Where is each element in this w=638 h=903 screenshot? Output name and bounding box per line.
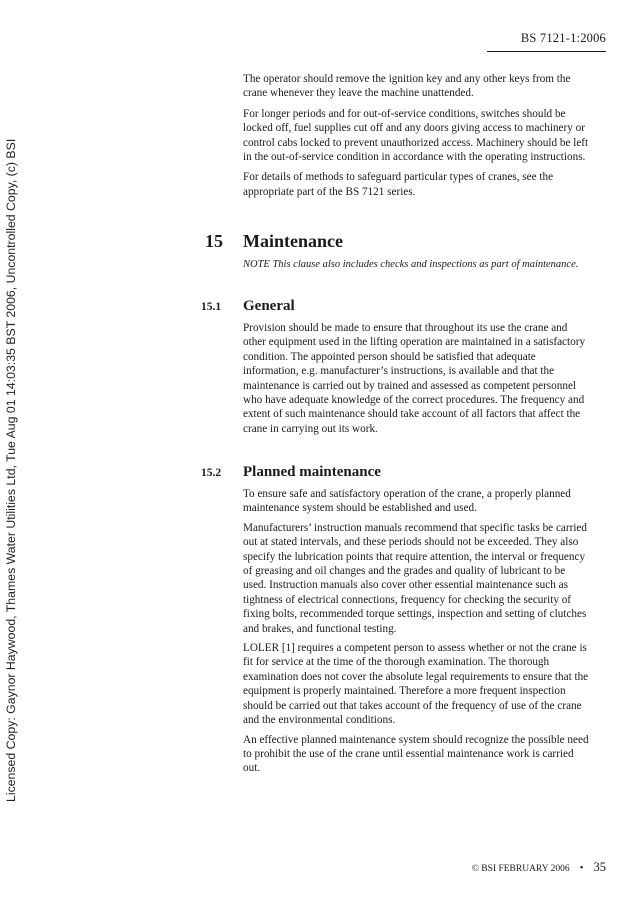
license-watermark: Licensed Copy: Gaynor Haywood, Thames Water Utilities Ltd, Tue Aug 01 14:03:35 BST 2006, Uncontrolled Copy, (c) BSI [4,138,18,802]
page-footer [472,860,606,875]
intro-paragraph-1: The operator should remove the ignition key and any other keys from the crane whenever they leave the machine unattended. [243,73,571,100]
general-paragraph-1: Provision should be made to ensure that throughout its use the crane and other equipment used in the lifting operation are maintained in a satisfactory condition. The appointed person should be satisfied that adequate information, e.g. manufacturer’s instructions, is available and that the maintenance is carried out by trained and assessed as competent personnel who have adequate knowledge of the correct procedures. The frequency and extent of such maintenance should take account of all factors that affect the crane in carrying out its work. [243,322,586,435]
subclause-title-planned: Planned maintenance [243,464,381,480]
clause-note: NOTE This clause also includes checks and inspections as part of maintenance. [243,259,579,270]
subclause-number-planned: 15.2 [201,467,222,479]
subclause-title-general: General [243,298,295,314]
footer-separator: • [579,862,584,874]
clause-title: Maintenance [243,231,343,251]
standard-reference: BS 7121-1:2006 [520,31,606,45]
general-block [243,321,591,436]
header-rule [487,51,606,52]
subclause-number-general: 15.1 [201,301,222,313]
intro-paragraph-3: For details of methods to safeguard particular types of cranes, see the appropriate part of the BS 7121 series. [243,171,554,198]
planned-block [243,487,591,776]
clause-number: 15 [205,231,223,251]
footer-copyright: © BSI FEBRUARY 2006 [471,864,570,874]
page-number: 35 [593,860,606,874]
planned-paragraph-3: LOLER [1] requires a competent person to assess whether or not the crane is fit for service at the time of the thorough examination. The thorough examination does not cover the absolute legal requirements to ensure that the equipment is properly maintained. Therefore a more frequent inspection should be carried out that takes account of the frequency of use of the crane and the environmental conditions. [243,642,589,727]
planned-paragraph-1: To ensure safe and satisfactory operation of the crane, a properly planned maintenance system should be established and used. [243,488,571,515]
planned-paragraph-2: Manufacturers’ instruction manuals recommend that specific tasks be carried out at stated intervals, and these periods should not be exceeded. They also specify the lubrication points that require attention, the interval or frequency of greasing and oil changes and the grades and quality of lubricant to be used. Instruction manuals also cover other essential maintenance such as tightness of electrical connections, frequency for checking the security of fixing bolts, recommended torque settings, inspection and setting of clutches and brakes, and functional testing. [243,521,587,635]
intro-paragraph-2: For longer periods and for out-of-service conditions, switches should be locked off, fuel supplies cut off and any doors giving access to machinery or control cabs locked to prevent unauthorized access. Machinery should be left in the out-of-service condition in accordance with the operating instructions. [243,107,589,164]
intro-block [243,72,591,199]
planned-paragraph-4: An effective planned maintenance system should recognize the possible need to prohibit the use of the crane until essential maintenance work is carried out. [243,733,589,775]
